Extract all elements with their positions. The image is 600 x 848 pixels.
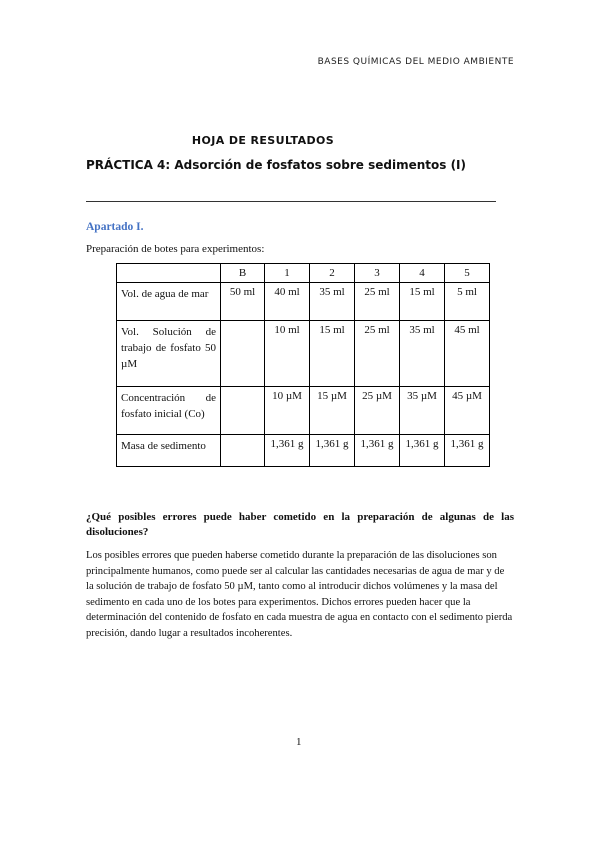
table-row xyxy=(117,435,490,467)
header-cell: B xyxy=(221,264,265,283)
table-cell: 50 ml xyxy=(221,283,265,321)
table-header-row xyxy=(117,264,490,283)
table-cell xyxy=(221,435,265,467)
document-title: HOJA DE RESULTADOS xyxy=(191,134,335,147)
header-cell: 5 xyxy=(445,264,490,283)
table-cell: 15 µM xyxy=(310,387,355,435)
table-cell: 10 ml xyxy=(265,321,310,387)
row-label: Masa de sedimento xyxy=(117,435,221,467)
header-cell xyxy=(117,264,221,283)
table-cell: 40 ml xyxy=(265,283,310,321)
table-cell: 25 µM xyxy=(355,387,400,435)
table-cell: 10 µM xyxy=(265,387,310,435)
row-label: Concentración de fosfato inicial (Co) xyxy=(117,387,221,435)
table-cell: 15 ml xyxy=(310,321,355,387)
section-heading: Apartado I. xyxy=(86,221,144,233)
row-label: Vol. Solución de trabajo de fosfato 50 µM xyxy=(117,321,221,387)
table-cell: 1,361 g xyxy=(355,435,400,467)
row-label: Vol. de agua de mar xyxy=(117,283,221,321)
table-cell xyxy=(221,321,265,387)
header-cell: 3 xyxy=(355,264,400,283)
answer-paragraph: Los posibles errores que pueden haberse cometido durante la preparación de las disoluciones son principalmente humanos, como puede ser al calcular las cantidades necesarias de agua de mar y de la solución de trabajo de fosfato 50 µM, tanto como al introducir dichos volúmenes y la masa del sedimento en cada uno de los botes para experimentos. Dichos errores pueden hacer que la determinación del contenido de fosfato en cada muestra de agua en contacto con el sedimento pierda precisión, dando lugar a resultados incoherentes. xyxy=(86,550,513,639)
table-cell: 1,361 g xyxy=(445,435,490,467)
table-cell: 15 ml xyxy=(400,283,445,321)
table-row xyxy=(117,283,490,321)
table-cell: 45 ml xyxy=(445,321,490,387)
table-cell: 1,361 g xyxy=(400,435,445,467)
results-table xyxy=(116,263,490,467)
table-cell: 25 ml xyxy=(355,321,400,387)
table-cell: 1,361 g xyxy=(265,435,310,467)
table-cell: 45 µM xyxy=(445,387,490,435)
header-cell: 2 xyxy=(310,264,355,283)
intro-text: Preparación de botes para experimentos: xyxy=(86,243,265,255)
table-cell xyxy=(221,387,265,435)
table-cell: 25 ml xyxy=(355,283,400,321)
table-row xyxy=(117,321,490,387)
table-row xyxy=(117,387,490,435)
table-cell: 5 ml xyxy=(445,283,490,321)
table-cell: 35 ml xyxy=(310,283,355,321)
practice-title: PRÁCTICA 4: Adsorción de fosfatos sobre sedimentos (I) xyxy=(86,158,466,172)
question-heading: ¿Qué posibles errores puede haber cometido en la preparación de algunas de las disoluciones? xyxy=(86,511,514,538)
table-cell: 35 ml xyxy=(400,321,445,387)
table-cell: 35 µM xyxy=(400,387,445,435)
header-cell: 4 xyxy=(400,264,445,283)
page-number: 1 xyxy=(296,736,302,748)
title-divider xyxy=(86,201,496,202)
running-header: BASES QUÍMICAS DEL MEDIO AMBIENTE xyxy=(317,57,514,67)
table-cell: 1,361 g xyxy=(310,435,355,467)
header-cell: 1 xyxy=(265,264,310,283)
